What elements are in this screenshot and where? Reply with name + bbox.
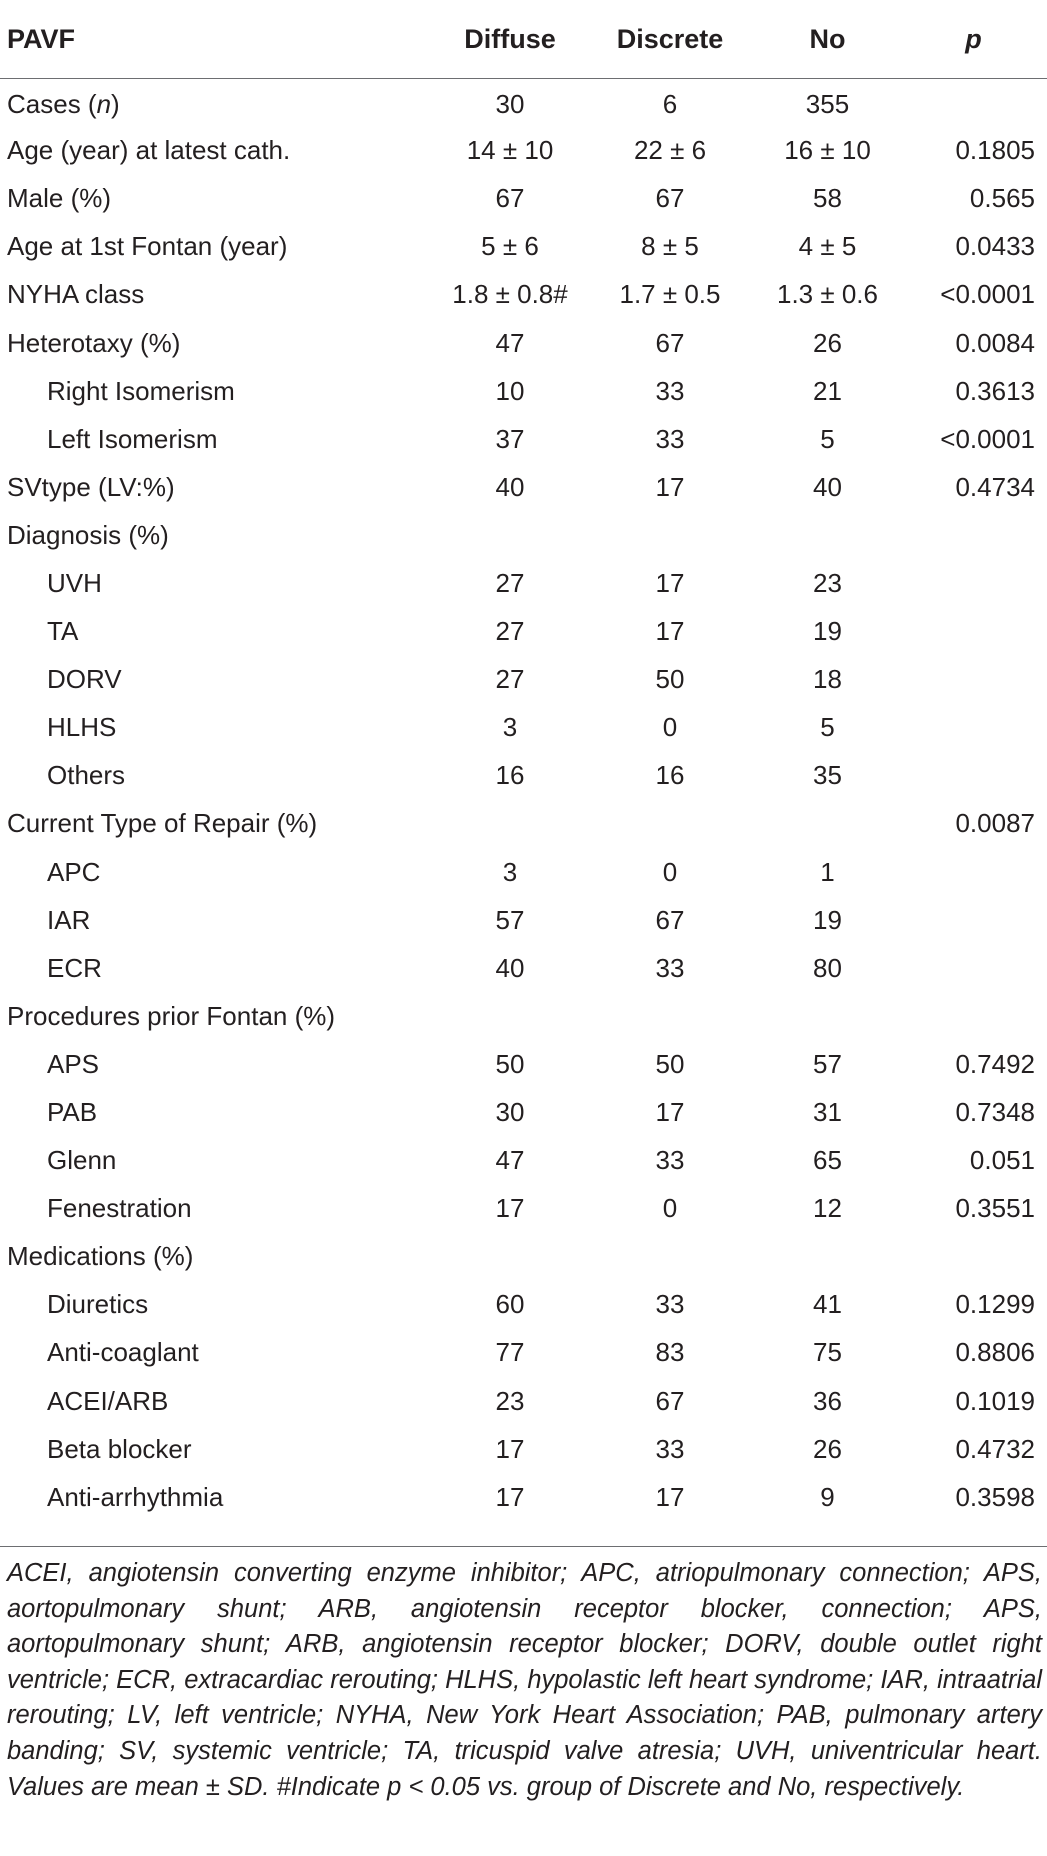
- table-row: [0, 271, 1047, 319]
- cell-no: [755, 992, 900, 1040]
- cell-diffuse: 47: [495, 1145, 525, 1176]
- cell-discrete: 33: [655, 1433, 685, 1464]
- cell-no: 57: [813, 1048, 842, 1079]
- cell-discrete: [585, 800, 755, 848]
- row-label-text: Cases (: [7, 89, 97, 120]
- cell-discrete: 0: [662, 1193, 678, 1224]
- row-label-text: Diuretics: [47, 1289, 149, 1320]
- table-row: [0, 223, 1047, 271]
- cell-discrete: 17: [655, 1481, 685, 1512]
- cell-p-value: 0.4734: [955, 471, 1035, 502]
- row-label: [0, 175, 435, 223]
- table-row: [0, 896, 1047, 944]
- table-row: [0, 1233, 1047, 1281]
- cell-p-value: 0.8806: [955, 1337, 1035, 1368]
- cell-p-value: 0.3598: [955, 1481, 1035, 1512]
- cell-p-value: 0.565: [969, 183, 1035, 214]
- cell-no: 41: [813, 1289, 842, 1320]
- row-label: [0, 223, 435, 271]
- cell-diffuse: 17: [495, 1481, 525, 1512]
- cell-diffuse: 27: [495, 664, 525, 695]
- cell-no: 26: [813, 1433, 842, 1464]
- cell-diffuse: [435, 800, 585, 848]
- cell-no: 40: [813, 471, 842, 502]
- cell-diffuse: 3: [502, 856, 518, 887]
- cell-no: [755, 1233, 900, 1281]
- cell-discrete: [585, 1233, 755, 1281]
- row-label: [0, 992, 435, 1040]
- cell-no: 21: [813, 375, 842, 406]
- table-row: [0, 1185, 1047, 1233]
- cell-no: 9: [820, 1481, 835, 1512]
- table-row: [0, 1088, 1047, 1136]
- cell-diffuse: 57: [495, 904, 525, 935]
- cell-diffuse: [435, 992, 585, 1040]
- table-footnote: ACEI, angiotensin converting enzyme inhibitor; APC, atriopulmonary connection; APS, aortopulmonary shunt; ARB, angiotensin receptor blocker, connection; APS, aortopulmonary shunt; ARB, angiotensin receptor blocker; DORV, double outlet right ventricle; ECR, extracardiac rerouting; HLHS, hypolastic left heart syndrome; IAR, intraatrial rerouting; LV, left ventricle; NYHA, New York Heart Association; PAB, pulmonary artery banding; SV, systemic ventricle; TA, tricuspid valve atresia; UVH, univentricular heart. Values are mean ± SD. #Indicate p < 0.05 vs. group of Discrete and No, respectively.: [7, 1559, 1042, 1801]
- cell-discrete: 83: [655, 1337, 685, 1368]
- cell-no: 65: [813, 1145, 842, 1176]
- row-label-text: DORV: [47, 664, 122, 695]
- cell-diffuse: 30: [495, 1097, 525, 1128]
- header-no: No: [755, 0, 900, 79]
- row-label: [0, 1377, 435, 1425]
- cell-p-value: 0.7348: [955, 1097, 1035, 1128]
- row-label-text: HLHS: [47, 712, 117, 743]
- cell-no: 26: [813, 327, 842, 358]
- table-row: [0, 79, 1047, 127]
- row-label: [0, 319, 435, 367]
- row-label-text: Age (year) at latest cath.: [7, 135, 291, 166]
- cell-no: 31: [813, 1097, 842, 1128]
- cell-p-value: [900, 896, 1047, 944]
- cell-diffuse: 77: [495, 1337, 525, 1368]
- cell-no: 36: [813, 1385, 842, 1416]
- cell-p-value: [900, 944, 1047, 992]
- row-label-text: Heterotaxy (%): [7, 327, 181, 358]
- row-label: [0, 367, 435, 415]
- cell-diffuse: 40: [495, 952, 525, 983]
- table-body: [0, 79, 1047, 1522]
- cell-discrete: 33: [655, 375, 685, 406]
- row-label-text: Right Isomerism: [47, 375, 235, 406]
- cell-p-value: [900, 704, 1047, 752]
- row-label-text: Male (%): [7, 183, 112, 214]
- cell-p-value: [900, 992, 1047, 1040]
- cell-diffuse: 60: [495, 1289, 525, 1320]
- cell-no: 1: [820, 856, 835, 887]
- cell-diffuse: 27: [495, 616, 525, 647]
- row-label: [0, 511, 435, 559]
- cell-p-value: [900, 848, 1047, 896]
- table-row: [0, 800, 1047, 848]
- table-row: [0, 848, 1047, 896]
- row-label-text: NYHA class: [7, 279, 145, 310]
- cell-discrete: 8 ± 5: [641, 231, 699, 262]
- cell-discrete: 17: [655, 471, 685, 502]
- row-label: [0, 1137, 435, 1185]
- row-label: [0, 656, 435, 704]
- cell-no: 16 ± 10: [784, 135, 871, 166]
- row-label: [0, 704, 435, 752]
- table-bottom-rule: [0, 1546, 1047, 1547]
- cell-p-value: 0.1805: [955, 135, 1035, 166]
- row-label: [0, 127, 435, 175]
- header-row: [0, 0, 1047, 79]
- cell-p-value: <0.0001: [940, 423, 1035, 454]
- cell-no: 80: [813, 952, 842, 983]
- cell-discrete: 33: [655, 952, 685, 983]
- row-label-text: IAR: [47, 904, 91, 935]
- row-label: [0, 896, 435, 944]
- cell-diffuse: 47: [495, 327, 525, 358]
- table-row: [0, 511, 1047, 559]
- row-label-text: Left Isomerism: [47, 423, 218, 454]
- header-p-value: p: [900, 0, 1047, 79]
- table-row: [0, 1137, 1047, 1185]
- cell-p-value: [900, 752, 1047, 800]
- cell-discrete: 33: [655, 423, 685, 454]
- table-row: [0, 1329, 1047, 1377]
- header-diffuse: Diffuse: [435, 0, 585, 79]
- cell-discrete: 17: [655, 567, 685, 598]
- row-label-italic: n: [96, 89, 112, 120]
- cell-no: 1.3 ± 0.6: [776, 279, 878, 310]
- table-row: [0, 1425, 1047, 1473]
- cell-discrete: 0: [662, 856, 678, 887]
- row-label-text: Procedures prior Fontan (%): [7, 1000, 336, 1031]
- row-label-text: TA: [47, 616, 79, 647]
- cell-diffuse: [435, 511, 585, 559]
- row-label: [0, 944, 435, 992]
- cell-no: 18: [813, 664, 842, 695]
- cell-no: 4 ± 5: [798, 231, 857, 262]
- row-label: [0, 1329, 435, 1377]
- table-row: [0, 944, 1047, 992]
- table-header: [0, 0, 1047, 79]
- cell-discrete: 17: [655, 1097, 685, 1128]
- cell-p-value: <0.0001: [940, 279, 1035, 310]
- cell-discrete: [585, 992, 755, 1040]
- cell-diffuse: 50: [495, 1048, 525, 1079]
- cell-no: 58: [813, 183, 842, 214]
- cell-no: 23: [813, 567, 842, 598]
- cell-discrete: 1.7 ± 0.5: [619, 279, 721, 310]
- cell-diffuse: [435, 1233, 585, 1281]
- cell-discrete: 67: [655, 327, 685, 358]
- cell-no: [755, 800, 900, 848]
- row-label-text: Glenn: [47, 1145, 117, 1176]
- cell-diffuse: 1.8 ± 0.8#: [452, 279, 568, 310]
- cell-diffuse: 17: [495, 1193, 525, 1224]
- cell-p-value: 0.051: [969, 1145, 1035, 1176]
- row-label-text: ACEI/ARB: [47, 1385, 169, 1416]
- row-label-text: Beta blocker: [47, 1433, 192, 1464]
- row-label-text: Fenestration: [47, 1193, 192, 1224]
- cell-discrete: 0: [662, 712, 678, 743]
- table-row: [0, 1040, 1047, 1088]
- table-row: [0, 463, 1047, 511]
- row-label-text: UVH: [47, 567, 102, 598]
- table-row: [0, 319, 1047, 367]
- cell-p-value: [900, 559, 1047, 607]
- row-label-text: Age at 1st Fontan (year): [7, 231, 288, 262]
- cell-discrete: 16: [655, 760, 685, 791]
- row-label: [0, 1040, 435, 1088]
- row-label-text: Medications (%): [7, 1241, 194, 1272]
- cell-diffuse: 14 ± 10: [466, 135, 554, 166]
- cell-diffuse: 16: [495, 760, 525, 791]
- table-row: [0, 704, 1047, 752]
- cell-no: 355: [805, 89, 850, 120]
- cell-no: 12: [813, 1193, 842, 1224]
- row-label-text: ECR: [47, 952, 102, 983]
- cell-diffuse: 40: [495, 471, 525, 502]
- table-row: [0, 1473, 1047, 1521]
- row-label: [0, 800, 435, 848]
- row-label: [0, 1473, 435, 1521]
- row-label: [0, 1185, 435, 1233]
- table-row: [0, 656, 1047, 704]
- cell-no: 35: [813, 760, 842, 791]
- row-label: [0, 271, 435, 319]
- table-row: [0, 367, 1047, 415]
- header-pavf: PAVF: [0, 0, 435, 79]
- cell-discrete: 50: [655, 664, 685, 695]
- table-row: [0, 1281, 1047, 1329]
- table-row: [0, 559, 1047, 607]
- row-label-text: Current Type of Repair (%): [7, 808, 318, 839]
- row-label: [0, 1233, 435, 1281]
- table-row: [0, 752, 1047, 800]
- row-label: [0, 1281, 435, 1329]
- row-label-text: Anti-coaglant: [47, 1337, 199, 1368]
- row-label-text: Others: [47, 760, 126, 791]
- cell-discrete: 67: [655, 1385, 685, 1416]
- row-label: [0, 608, 435, 656]
- table-row: [0, 175, 1047, 223]
- table-row: [0, 1377, 1047, 1425]
- cell-discrete: 50: [655, 1048, 685, 1079]
- row-label-text: APC: [47, 856, 101, 887]
- cell-no: 19: [813, 616, 842, 647]
- cell-diffuse: 30: [495, 89, 525, 120]
- cell-p-value: 0.1299: [955, 1289, 1035, 1320]
- row-label: [0, 559, 435, 607]
- cell-diffuse: 37: [495, 423, 525, 454]
- cell-discrete: 33: [655, 1145, 685, 1176]
- cell-p-value: [900, 656, 1047, 704]
- cell-no: 19: [813, 904, 842, 935]
- table-row: [0, 415, 1047, 463]
- row-label: [0, 1425, 435, 1473]
- cell-no: 5: [820, 423, 835, 454]
- row-label-tail: ): [111, 89, 120, 120]
- row-label: [0, 752, 435, 800]
- cell-p-value: 0.7492: [955, 1048, 1035, 1079]
- cell-p-value: 0.1019: [955, 1385, 1035, 1416]
- cell-no: 75: [813, 1337, 842, 1368]
- cell-discrete: 22 ± 6: [633, 135, 707, 166]
- row-label-text: Diagnosis (%): [7, 519, 169, 550]
- table-row: [0, 608, 1047, 656]
- cell-discrete: 33: [655, 1289, 685, 1320]
- cell-p-value: 0.0087: [955, 808, 1035, 839]
- cell-no: [755, 511, 900, 559]
- row-label-text: Anti-arrhythmia: [47, 1481, 224, 1512]
- cell-p-value: 0.0084: [955, 327, 1035, 358]
- cell-discrete: 67: [655, 904, 685, 935]
- cell-p-value: 0.3613: [955, 375, 1035, 406]
- cell-p-value: [900, 511, 1047, 559]
- cell-diffuse: 67: [495, 183, 525, 214]
- row-label: [0, 415, 435, 463]
- cell-p-value: [900, 79, 1047, 127]
- row-label: [0, 1088, 435, 1136]
- row-label: [0, 79, 435, 127]
- header-discrete: Discrete: [585, 0, 755, 79]
- cell-diffuse: 5 ± 6: [481, 231, 539, 262]
- cell-discrete: 67: [655, 183, 685, 214]
- cell-p-value: 0.0433: [955, 231, 1035, 262]
- cell-p-value: 0.4732: [955, 1433, 1035, 1464]
- row-label-text: APS: [47, 1048, 100, 1079]
- row-label: [0, 848, 435, 896]
- cell-p-value: 0.3551: [955, 1193, 1035, 1224]
- cell-diffuse: 27: [495, 567, 525, 598]
- table-row: [0, 992, 1047, 1040]
- cell-diffuse: 3: [502, 712, 518, 743]
- cell-diffuse: 10: [495, 375, 525, 406]
- table-row: [0, 127, 1047, 175]
- row-label: [0, 463, 435, 511]
- row-label-text: PAB: [47, 1097, 98, 1128]
- cell-no: 5: [820, 712, 835, 743]
- cell-discrete: 6: [662, 89, 678, 120]
- row-label-text: SVtype (LV:%): [7, 471, 175, 502]
- cell-p-value: [900, 1233, 1047, 1281]
- cell-discrete: 17: [655, 616, 685, 647]
- cell-diffuse: 17: [495, 1433, 525, 1464]
- cell-discrete: [585, 511, 755, 559]
- cell-diffuse: 23: [495, 1385, 525, 1416]
- cell-p-value: [900, 608, 1047, 656]
